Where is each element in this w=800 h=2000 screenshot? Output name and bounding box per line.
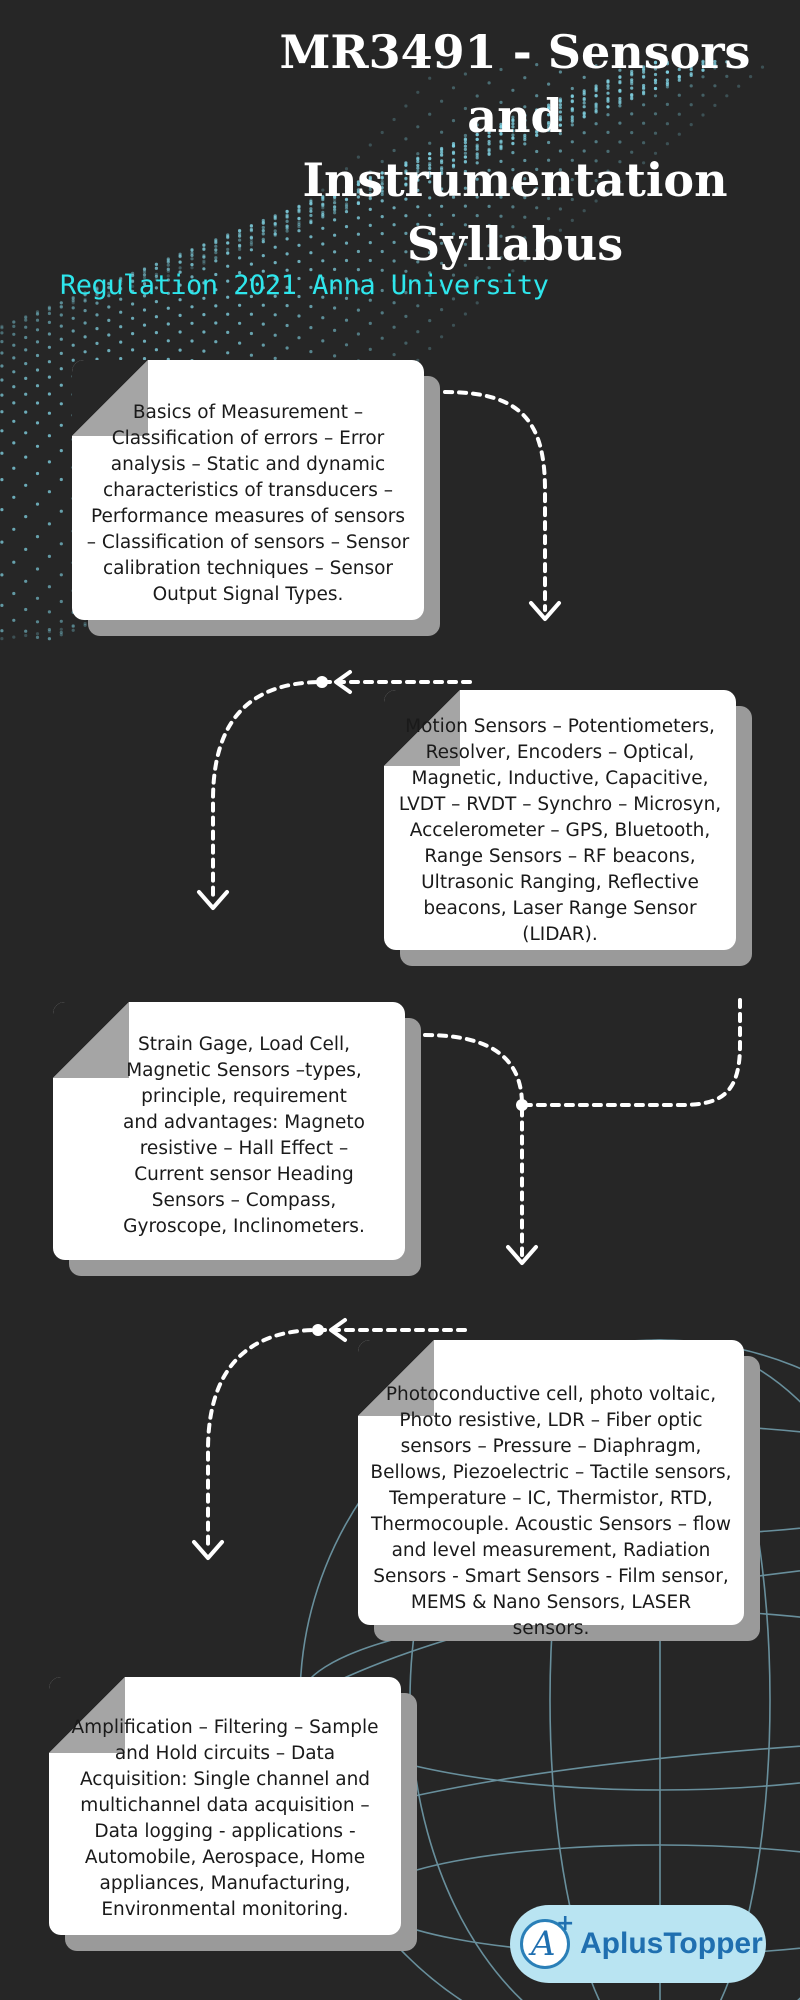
wave-dot: [202, 313, 205, 316]
wave-dot: [60, 301, 63, 304]
wave-dot: [321, 339, 324, 342]
wave-dot: [440, 335, 443, 338]
wave-dot: [214, 259, 217, 262]
wave-dot: [381, 337, 384, 340]
wave-dot: [36, 632, 39, 635]
wave-dot: [12, 619, 15, 622]
wave-dot: [297, 314, 300, 317]
wave-dot: [333, 329, 336, 332]
wave-dot: [214, 340, 217, 343]
wave-dot: [107, 333, 110, 336]
wave-dot: [155, 263, 158, 266]
wave-dot: [95, 342, 98, 345]
wave-dot: [369, 322, 372, 325]
wave-dot: [12, 401, 15, 404]
wave-dot: [297, 336, 300, 339]
wave-dot: [214, 245, 217, 248]
wave-dot: [179, 330, 182, 333]
wave-dot: [0, 541, 3, 544]
wave-dot: [48, 412, 51, 415]
wave-dot: [0, 452, 3, 455]
wave-dot: [48, 376, 51, 379]
card-text: Motion Sensors – Potentiometers, Resolver, Encoders – Optical, Magnetic, Inductive, Capacitive, LVDT – RVDT – Synchro – Microsyn, Accelerometer – GPS, Bluetooth, Range Sensors – RF beacons, Ultrasonic Ranging, Reflective beacons, Laser Range Sensor (LIDAR).: [398, 716, 722, 945]
wave-dot: [36, 472, 39, 475]
wave-dot: [36, 368, 39, 371]
wave-dot: [428, 347, 431, 350]
wave-dot: [24, 326, 27, 329]
wave-dot: [143, 340, 146, 343]
wave-dot: [226, 265, 229, 268]
aplustopper-logo[interactable]: [510, 1905, 766, 1983]
wave-dot: [36, 340, 39, 343]
wave-dot: [190, 257, 193, 260]
wave-dot: [48, 460, 51, 463]
wave-dot: [452, 324, 455, 327]
wave-dot: [72, 624, 75, 627]
wave-dot: [72, 344, 75, 347]
wave-dot: [393, 326, 396, 329]
wave-dot: [36, 328, 39, 331]
logo-plus: +: [556, 1911, 575, 1936]
wave-dot: [48, 346, 51, 349]
wave-dot: [24, 580, 27, 583]
wave-dot: [48, 522, 51, 525]
wave-dot: [155, 348, 158, 351]
wave-dot: [107, 305, 110, 308]
wave-dot: [24, 515, 27, 518]
wave-dot: [214, 251, 217, 254]
wave-dot: [24, 431, 27, 434]
wave-dot: [24, 634, 27, 637]
wave-dot: [24, 608, 27, 611]
wave-dot: [24, 362, 27, 365]
wave-dot: [357, 332, 360, 335]
wave-dot: [0, 604, 3, 607]
wave-dot: [36, 535, 39, 538]
wave-dot: [119, 311, 122, 314]
wave-dot: [202, 262, 205, 265]
wave-dot: [238, 239, 241, 242]
syllabus-card-2: [384, 690, 736, 950]
wave-dot: [60, 352, 63, 355]
wave-dot: [60, 620, 63, 623]
wave-dot: [72, 301, 75, 304]
wave-dot: [48, 490, 51, 493]
wave-dot: [476, 301, 479, 304]
wave-dot: [12, 441, 15, 444]
wave-dot: [36, 384, 39, 387]
wave-dot: [250, 313, 253, 316]
wave-dot: [48, 585, 51, 588]
wave-dot: [393, 353, 396, 356]
wave-dot: [250, 354, 253, 357]
wave-dot: [48, 360, 51, 363]
wave-dot: [48, 610, 51, 613]
wave-dot: [48, 332, 51, 335]
wave-dot: [238, 342, 241, 345]
wave-dot: [24, 348, 27, 351]
wave-dot: [0, 351, 3, 354]
wave-dot: [345, 343, 348, 346]
wave-dot: [24, 484, 27, 487]
wave-dot: [48, 434, 51, 437]
wave-dot: [12, 636, 15, 639]
wave-dot: [24, 456, 27, 459]
wave-dot: [190, 266, 193, 269]
wave-dot: [202, 350, 205, 353]
wave-dot: [202, 330, 205, 333]
wave-dot: [24, 548, 27, 551]
wave-dot: [95, 313, 98, 316]
wave-dot: [12, 320, 15, 323]
wave-dot: [333, 306, 336, 309]
wave-dot: [60, 313, 63, 316]
wave-dot: [60, 478, 63, 481]
wave-dot: [119, 341, 122, 344]
wave-dot: [0, 340, 3, 343]
syllabus-card-4: [358, 1340, 744, 1639]
wave-dot: [36, 620, 39, 623]
wave-dot: [0, 364, 3, 367]
wave-dot: [167, 322, 170, 325]
wave-dot: [179, 314, 182, 317]
wave-dot: [274, 334, 277, 337]
wave-dot: [143, 324, 146, 327]
wave-dot: [190, 251, 193, 254]
wave-dot: [60, 384, 63, 387]
wave-dot: [357, 309, 360, 312]
wave-dot: [238, 232, 241, 235]
wave-dot: [0, 410, 3, 413]
wave-dot: [12, 561, 15, 564]
wave-dot: [36, 636, 39, 639]
wave-dot: [60, 305, 63, 308]
wave-dot: [12, 496, 15, 499]
wave-dot: [12, 344, 15, 347]
wave-dot: [12, 325, 15, 328]
wave-dot: [179, 255, 182, 258]
wave-dot: [381, 311, 384, 314]
wave-dot: [416, 304, 419, 307]
wave-dot: [345, 319, 348, 322]
wave-dot: [262, 323, 265, 326]
syllabus-card-1: [72, 360, 424, 620]
wave-dot: [274, 313, 277, 316]
wave-dot: [143, 308, 146, 311]
wave-dot: [84, 624, 87, 627]
wave-dot: [214, 240, 217, 243]
wave-dot: [238, 322, 241, 325]
wave-dot: [131, 348, 134, 351]
wave-dot: [262, 344, 265, 347]
wave-dot: [84, 321, 87, 324]
wave-dot: [72, 629, 75, 632]
wave-dot: [60, 325, 63, 328]
wave-dot: [309, 350, 312, 353]
wave-dot: [0, 637, 3, 640]
wave-dot: [48, 321, 51, 324]
wave-dot: [238, 229, 241, 232]
wave-dot: [214, 321, 217, 324]
wave-dot: [12, 370, 15, 373]
wave-dot: [72, 329, 75, 332]
wave-dot: [60, 449, 63, 452]
wave-dot: [0, 629, 3, 632]
wave-dot: [60, 424, 63, 427]
wave-dot: [107, 349, 110, 352]
wave-dot: [262, 304, 265, 307]
wave-dot: [36, 503, 39, 506]
wave-dot: [416, 330, 419, 333]
wave-dot: [226, 248, 229, 251]
wave-dot: [226, 251, 229, 254]
logo-text: AplusTopper: [580, 1927, 763, 1960]
wave-dot: [226, 313, 229, 316]
wave-dot: [226, 351, 229, 354]
wave-dot: [440, 308, 443, 311]
wave-dot: [464, 312, 467, 315]
wave-dot: [428, 319, 431, 322]
wave-dot: [226, 331, 229, 334]
wave-dot: [131, 317, 134, 320]
wave-dot: [60, 367, 63, 370]
wave-dot: [321, 316, 324, 319]
wave-dot: [36, 319, 39, 322]
wave-dot: [84, 309, 87, 312]
wave-dot: [84, 350, 87, 353]
wave-dot: [309, 305, 312, 308]
wave-dot: [60, 338, 63, 341]
wave-dot: [36, 312, 39, 315]
wave-dot: [250, 332, 253, 335]
wave-dot: [0, 378, 3, 381]
wave-dot: [286, 346, 289, 349]
wave-dot: [238, 245, 241, 248]
wave-dot: [36, 567, 39, 570]
wave-dot: [238, 256, 241, 259]
wave-dot: [226, 236, 229, 239]
wave-dot: [190, 263, 193, 266]
wave-dot: [202, 248, 205, 251]
wave-dot: [369, 348, 372, 351]
wave-dot: [179, 260, 182, 263]
card-text: Amplification – Filtering – Sample and Hold circuits – Data Acquisition: Single channel and multichannel data acquisition – Data logging - applications - Automobile, Aerospace, Home appliances, Manufacturing, Environmental monitoring.: [71, 1717, 379, 1920]
wave-dot: [190, 322, 193, 325]
wave-dot: [60, 542, 63, 545]
wave-dot: [48, 555, 51, 558]
wave-dot: [36, 401, 39, 404]
wave-dot: [0, 478, 3, 481]
wave-dot: [0, 573, 3, 576]
wave-dot: [72, 317, 75, 320]
wave-dot: [202, 244, 205, 247]
wave-dot: [48, 628, 51, 631]
wave-dot: [190, 248, 193, 251]
wave-dot: [190, 339, 193, 342]
wave-dot: [95, 327, 98, 330]
wave-dot: [60, 628, 63, 631]
wave-dot: [95, 302, 98, 305]
wave-dot: [179, 349, 182, 352]
wave-dot: [404, 342, 407, 345]
wave-dot: [48, 392, 51, 395]
wave-dot: [12, 467, 15, 470]
wave-dot: [0, 429, 3, 432]
wave-dot: [404, 315, 407, 318]
wave-dot: [286, 324, 289, 327]
wave-dot: [12, 420, 15, 423]
wave-dot: [131, 332, 134, 335]
page-subtitle: Regulation 2021 Anna University: [60, 270, 549, 301]
wave-dot: [333, 354, 336, 357]
wave-dot: [48, 308, 51, 311]
wave-dot: [286, 304, 289, 307]
wave-dot: [36, 354, 39, 357]
wave-dot: [155, 331, 158, 334]
wave-dot: [24, 336, 27, 339]
wave-dot: [131, 302, 134, 305]
card-text: Photoconductive cell, photo voltaic, Photo resistive, LDR – Fiber optic sensors – Pressure – Diaphragm, Bellows, Piezoelectric – Tactile sensors, Temperature – IC, Thermistor, RTD, Thermocouple. Acoustic Sensors – flow and level measurement, Radiation Sensors - Smart Sensors - Film sensor, MEMS & Nano Sensors, LASER sensors.: [370, 1384, 732, 1639]
wave-dot: [24, 393, 27, 396]
wave-dot: [0, 394, 3, 397]
wave-dot: [214, 304, 217, 307]
wave-dot: [167, 264, 170, 267]
wave-dot: [12, 356, 15, 359]
wave-dot: [36, 597, 39, 600]
wave-dot: [12, 333, 15, 336]
wave-dot: [0, 508, 3, 511]
wave-dot: [107, 319, 110, 322]
wave-dot: [167, 307, 170, 310]
wave-dot: [167, 259, 170, 262]
wave-dot: [24, 630, 27, 633]
wave-dot: [12, 528, 15, 531]
wave-dot: [0, 331, 3, 334]
wave-dot: [60, 573, 63, 576]
wave-dot: [190, 305, 193, 308]
wave-dot: [238, 304, 241, 307]
wave-dot: [24, 316, 27, 319]
wave-dot: [202, 254, 205, 257]
wave-dot: [12, 592, 15, 595]
wave-dot: [60, 600, 63, 603]
syllabus-card-5: [49, 1677, 401, 1935]
page-title: MR3491 - Sensors and Instrumentation Syllabus: [279, 25, 751, 271]
logo-glyph: A: [531, 1924, 556, 1964]
wave-dot: [0, 325, 3, 328]
wave-dot: [393, 301, 396, 304]
wave-dot: [60, 402, 63, 405]
wave-dot: [84, 335, 87, 338]
wave-dot: [214, 257, 217, 260]
wave-dot: [36, 445, 39, 448]
wave-dot: [309, 326, 312, 329]
wave-dot: [12, 385, 15, 388]
wave-dot: [48, 637, 51, 640]
wave-dot: [72, 306, 75, 309]
wave-dot: [155, 315, 158, 318]
wave-dot: [48, 312, 51, 315]
wave-dot: [167, 339, 170, 342]
card-text: Basics of Measurement – Classification of errors – Error analysis – Static and dynamic characteristics of transducers – Performance measures of sensors – Classification of sensors – Sensor calibration techniques – Sensor Output Signal Types.: [86, 402, 410, 605]
wave-dot: [24, 377, 27, 380]
wave-dot: [226, 242, 229, 245]
card-text: Strain Gage, Load Cell, Magnetic Sensors –types, principle, requirement and advantages: Magneto resistive – Hall Effect – Current sensor Heading Sensors – Compass, Gyroscope, Inclinometers.: [123, 1034, 365, 1237]
wave-dot: [36, 421, 39, 424]
wave-dot: [60, 631, 63, 634]
wave-dot: [119, 325, 122, 328]
wave-dot: [60, 510, 63, 513]
wave-dot: [24, 411, 27, 414]
syllabus-card-3: [53, 1002, 405, 1260]
